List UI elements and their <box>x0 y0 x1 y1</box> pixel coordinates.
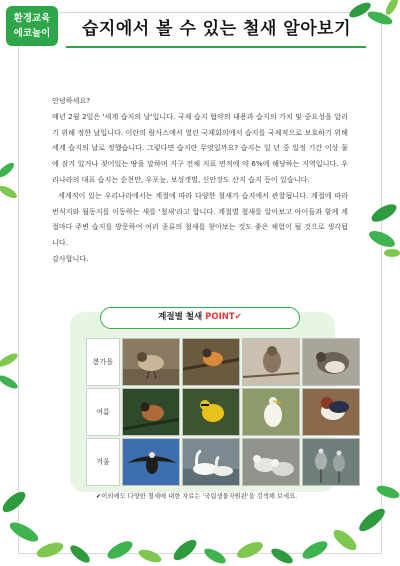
bird-photo-plover <box>122 338 180 386</box>
bird-photo-shrike <box>242 338 300 386</box>
panel-title-text: 계절별 철새 <box>158 312 203 322</box>
footnote: ✔이외에도 다양한 철새에 대한 자료는 '국립생물자원관'을 검색해 보세요. <box>96 493 298 500</box>
page-title: 습지에서 볼 수 있는 철새 알아보기 <box>82 19 351 39</box>
bird-photo-swan <box>182 438 240 486</box>
leaf-left-lower-icon <box>0 340 22 400</box>
title-underline <box>66 46 366 48</box>
bird-photo-flycatcher <box>122 388 180 436</box>
leaf-right-icon <box>362 195 400 265</box>
bird-photo-eagle <box>122 438 180 486</box>
category-badge <box>6 6 58 46</box>
badge-line-2: 에코놀이 <box>13 28 51 39</box>
bird-photo-crane <box>302 438 360 486</box>
bird-photo-egret <box>242 388 300 436</box>
birds-grid <box>86 338 360 486</box>
letter-body <box>52 93 348 267</box>
bird-photo-swallow <box>302 388 360 436</box>
letter-paragraph-2: 세계적이 있는 우리나라에서는 계절에 따라 다양한 철새가 습지에서 관찰됩니다. 계절에 따라 번식지와 월동지를 이동하는 새를 '철새'라고 합니다. 계절별 철새를 알아보고 아이들과 함께 계절마다 주변 습지를 방문하여 여러 종류의 철새를 찾아보는 것도 좋은 체험이 될 것으로 생각됩니다. <box>52 190 348 248</box>
check-icon: ✔ <box>234 312 242 322</box>
letter-closing: 감사합니다. <box>52 253 89 263</box>
bird-photo-wren <box>302 338 360 386</box>
letter-paragraph-1: 매년 2월 2일은 '세계 습지의 날'입니다. 국제 습지 협약의 내용과 습지의 가치 및 중요성을 알리기 위해 정한 날입니다. 이란의 람사스에서 열린 국제회의에서 습지를 국제적으로 보호하기 위해 세계 습지의 날로 정했습니다. 그렇다면 습지란 무엇일까요? 습지는 일 년 중 일정 기간 이상 물에 잠겨 있거나 젖어있는 땅을 말하며 지구 전체 지표 면적에 약 6%에 해당하는 지역입니다. 우리나라의 대표 습지는 순천만, 우포늪, 보성갯벌, 신안장도 산지 습지 등이 있습니다. <box>52 111 348 184</box>
bird-photo-redstart <box>182 338 240 386</box>
badge-line-1: 환경교육 <box>13 13 51 24</box>
bird-photo-oriole <box>182 388 240 436</box>
season-summer: 여름 <box>86 388 120 436</box>
season-spring-autumn: 봄가을 <box>86 338 120 386</box>
point-label: POINT <box>205 312 235 322</box>
season-winter: 겨울 <box>86 438 120 486</box>
bird-photo-gull <box>242 438 300 486</box>
letter-greeting: 안녕하세요? <box>52 96 91 105</box>
panel-title <box>100 307 300 329</box>
leaf-left-icon <box>0 150 20 210</box>
